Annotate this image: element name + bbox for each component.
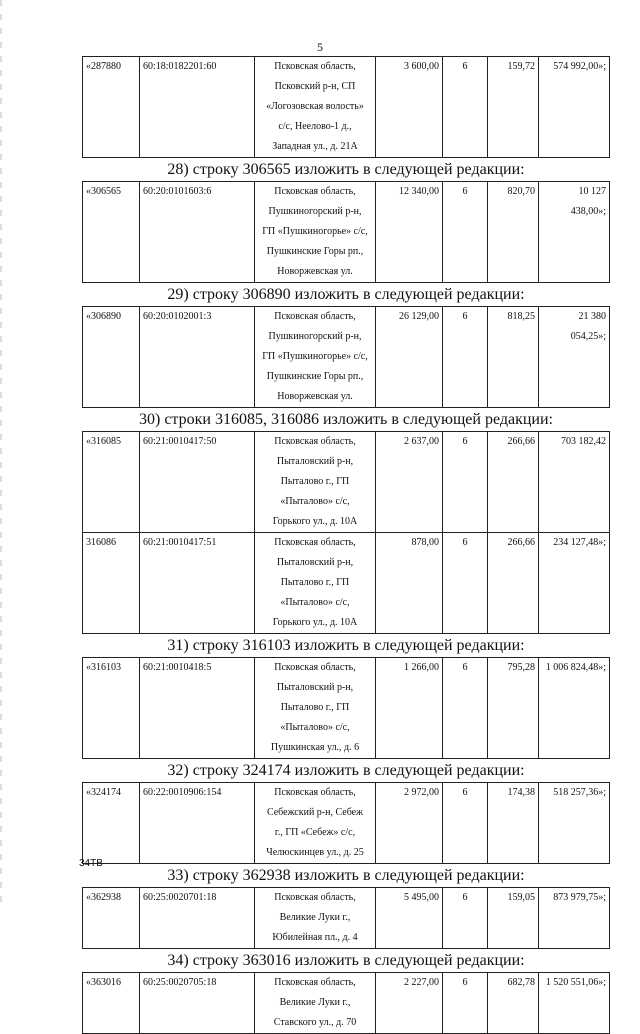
address-line: Новоржевская ул. bbox=[277, 391, 353, 402]
section-heading: 31) строку 316103 изложить в следующей редакции: bbox=[167, 637, 525, 654]
cadastral-value-cell: 234 127,48»; bbox=[539, 533, 610, 634]
cadastral-number-cell: 60:20:0101603:6 bbox=[140, 182, 255, 283]
address-cell bbox=[255, 658, 376, 759]
cadastral-value-cell: 1 520 551,06»; bbox=[539, 973, 610, 1034]
address-line: Псковская область, bbox=[274, 61, 356, 72]
document-body bbox=[82, 56, 612, 1034]
table-row bbox=[83, 57, 610, 158]
registry-table bbox=[82, 887, 610, 949]
address-line: Пыталовский р-н, bbox=[276, 557, 354, 568]
address-cell bbox=[255, 783, 376, 864]
address-line: Новоржевская ул. bbox=[277, 266, 353, 277]
cadastral-number-cell: 60:25:0020701:18 bbox=[140, 888, 255, 949]
scan-edge-artifact bbox=[0, 0, 2, 905]
registry-table bbox=[82, 657, 610, 759]
address-line: «Пыталово» с/с, bbox=[280, 496, 350, 507]
specific-value-cell: 795,28 bbox=[488, 658, 539, 759]
address-line: Пушкиногорский р-н, bbox=[268, 331, 362, 342]
section-heading: 30) строки 316085, 316086 изложить в следующей редакции: bbox=[139, 411, 553, 428]
area-cell: 26 129,00 bbox=[376, 307, 443, 408]
area-cell: 878,00 bbox=[376, 533, 443, 634]
table-row bbox=[83, 307, 610, 408]
address-line: Псковская область, bbox=[274, 787, 356, 798]
cadastral-value-cell: 10 127 438,00»; bbox=[539, 182, 610, 283]
table-row bbox=[83, 182, 610, 283]
area-cell: 2 972,00 bbox=[376, 783, 443, 864]
page-number: 5 bbox=[317, 40, 323, 54]
cadastral-value-cell: 574 992,00»; bbox=[539, 57, 610, 158]
specific-value-cell: 159,72 bbox=[488, 57, 539, 158]
specific-value-cell: 174,38 bbox=[488, 783, 539, 864]
address-line: Челюскинцев ул., д. 25 bbox=[266, 847, 364, 858]
address-line: «Пыталово» с/с, bbox=[280, 597, 350, 608]
cadastral-number-cell: 60:22:0010906:154 bbox=[140, 783, 255, 864]
address-line: Псковская область, bbox=[274, 186, 356, 197]
address-line: г., ГП «Себеж» с/с, bbox=[274, 827, 356, 838]
cadastral-value-cell: 1 006 824,48»; bbox=[539, 658, 610, 759]
specific-value-cell: 682,78 bbox=[488, 973, 539, 1034]
area-cell: 12 340,00 bbox=[376, 182, 443, 283]
address-line: Себежский р-н, Себеж bbox=[266, 807, 364, 818]
address-line: ГП «Пушкиногорье» с/с, bbox=[262, 351, 368, 362]
cadastral-value-cell: 703 182,42 bbox=[539, 432, 610, 533]
address-line: Юбилейная пл., д. 4 bbox=[272, 932, 358, 943]
area-cell: 5 495,00 bbox=[376, 888, 443, 949]
area-cell: 3 600,00 bbox=[376, 57, 443, 158]
row-number-cell: «306890 bbox=[83, 307, 140, 408]
address-cell bbox=[255, 182, 376, 283]
address-line: Пыталовский р-н, bbox=[276, 456, 354, 467]
specific-value-cell: 266,66 bbox=[488, 533, 539, 634]
cadastral-number-cell: 60:20:0102001:3 bbox=[140, 307, 255, 408]
address-line: Горького ул., д. 10А bbox=[272, 617, 358, 628]
group-cell: 6 bbox=[443, 432, 488, 533]
address-line: Пыталовский р-н, bbox=[276, 682, 354, 693]
address-line: Пыталово г., ГП bbox=[280, 577, 350, 588]
section-heading: 29) строку 306890 изложить в следующей редакции: bbox=[167, 286, 525, 303]
row-number-cell: «316085 bbox=[83, 432, 140, 533]
address-line: с/с, Неелово-1 д., bbox=[278, 121, 352, 132]
section-heading: 28) строку 306565 изложить в следующей редакции: bbox=[167, 161, 525, 178]
registry-table bbox=[82, 972, 610, 1034]
group-cell: 6 bbox=[443, 533, 488, 634]
group-cell: 6 bbox=[443, 658, 488, 759]
table-row bbox=[83, 432, 610, 533]
group-cell: 6 bbox=[443, 307, 488, 408]
group-cell: 6 bbox=[443, 973, 488, 1034]
address-line: Пыталово г., ГП bbox=[280, 702, 350, 713]
address-line: Западная ул., д. 21А bbox=[272, 141, 358, 152]
address-line: Пушкиногорский р-н, bbox=[268, 206, 362, 217]
table-row bbox=[83, 533, 610, 634]
registry-table bbox=[82, 56, 610, 158]
address-line: Псковская область, bbox=[274, 892, 356, 903]
address-line: «Логозовская волость» bbox=[266, 101, 364, 112]
section-heading: 34) строку 363016 изложить в следующей редакции: bbox=[167, 952, 525, 969]
group-cell: 6 bbox=[443, 57, 488, 158]
address-line: Пушкинская ул., д. 6 bbox=[270, 742, 360, 753]
address-cell bbox=[255, 888, 376, 949]
area-cell: 1 266,00 bbox=[376, 658, 443, 759]
specific-value-cell: 266,66 bbox=[488, 432, 539, 533]
table-row bbox=[83, 973, 610, 1034]
address-line: Псковская область, bbox=[274, 662, 356, 673]
address-line: Псковская область, bbox=[274, 977, 356, 988]
specific-value-cell: 159,05 bbox=[488, 888, 539, 949]
row-number-cell: «363016 bbox=[83, 973, 140, 1034]
footer-code: 34ТВ bbox=[79, 858, 103, 869]
address-cell bbox=[255, 533, 376, 634]
row-number-cell: «287880 bbox=[83, 57, 140, 158]
group-cell: 6 bbox=[443, 182, 488, 283]
address-line: «Пыталово» с/с, bbox=[280, 722, 350, 733]
group-cell: 6 bbox=[443, 783, 488, 864]
row-number-cell: «324174 bbox=[83, 783, 140, 864]
row-number-cell: 316086 bbox=[83, 533, 140, 634]
row-number-cell: «316103 bbox=[83, 658, 140, 759]
cadastral-value-cell: 21 380 054,25»; bbox=[539, 307, 610, 408]
registry-table bbox=[82, 306, 610, 408]
table-row bbox=[83, 783, 610, 864]
cadastral-number-cell: 60:18:0182201:60 bbox=[140, 57, 255, 158]
address-line: Ставского ул., д. 70 bbox=[273, 1017, 357, 1028]
registry-table bbox=[82, 431, 610, 634]
address-line: Пыталово г., ГП bbox=[280, 476, 350, 487]
row-number-cell: «362938 bbox=[83, 888, 140, 949]
cadastral-value-cell: 518 257,36»; bbox=[539, 783, 610, 864]
specific-value-cell: 820,70 bbox=[488, 182, 539, 283]
registry-table bbox=[82, 181, 610, 283]
cadastral-number-cell: 60:21:0010417:50 bbox=[140, 432, 255, 533]
cadastral-value-cell: 873 979,75»; bbox=[539, 888, 610, 949]
section-heading: 33) строку 362938 изложить в следующей редакции: bbox=[167, 867, 525, 884]
address-cell bbox=[255, 57, 376, 158]
table-row bbox=[83, 888, 610, 949]
address-cell bbox=[255, 307, 376, 408]
address-line: Псковская область, bbox=[274, 311, 356, 322]
cadastral-number-cell: 60:25:0020705:18 bbox=[140, 973, 255, 1034]
address-line: Пушкинские Горы рп., bbox=[266, 371, 364, 382]
address-cell bbox=[255, 973, 376, 1034]
address-line: Псковская область, bbox=[274, 436, 356, 447]
row-number-cell: «306565 bbox=[83, 182, 140, 283]
cadastral-number-cell: 60:21:0010418:5 bbox=[140, 658, 255, 759]
group-cell: 6 bbox=[443, 888, 488, 949]
address-line: Горького ул., д. 10А bbox=[272, 516, 358, 527]
address-cell bbox=[255, 432, 376, 533]
address-line: Пушкинские Горы рп., bbox=[266, 246, 364, 257]
registry-table bbox=[82, 782, 610, 864]
address-line: Псковский р-н, СП bbox=[274, 81, 356, 92]
cadastral-number-cell: 60:21:0010417:51 bbox=[140, 533, 255, 634]
area-cell: 2 637,00 bbox=[376, 432, 443, 533]
address-line: ГП «Пушкиногорье» с/с, bbox=[262, 226, 368, 237]
address-line: Великие Луки г., bbox=[279, 997, 351, 1008]
table-row bbox=[83, 658, 610, 759]
address-line: Великие Луки г., bbox=[279, 912, 351, 923]
area-cell: 2 227,00 bbox=[376, 973, 443, 1034]
section-heading: 32) строку 324174 изложить в следующей редакции: bbox=[167, 762, 525, 779]
address-line: Псковская область, bbox=[274, 537, 356, 548]
specific-value-cell: 818,25 bbox=[488, 307, 539, 408]
